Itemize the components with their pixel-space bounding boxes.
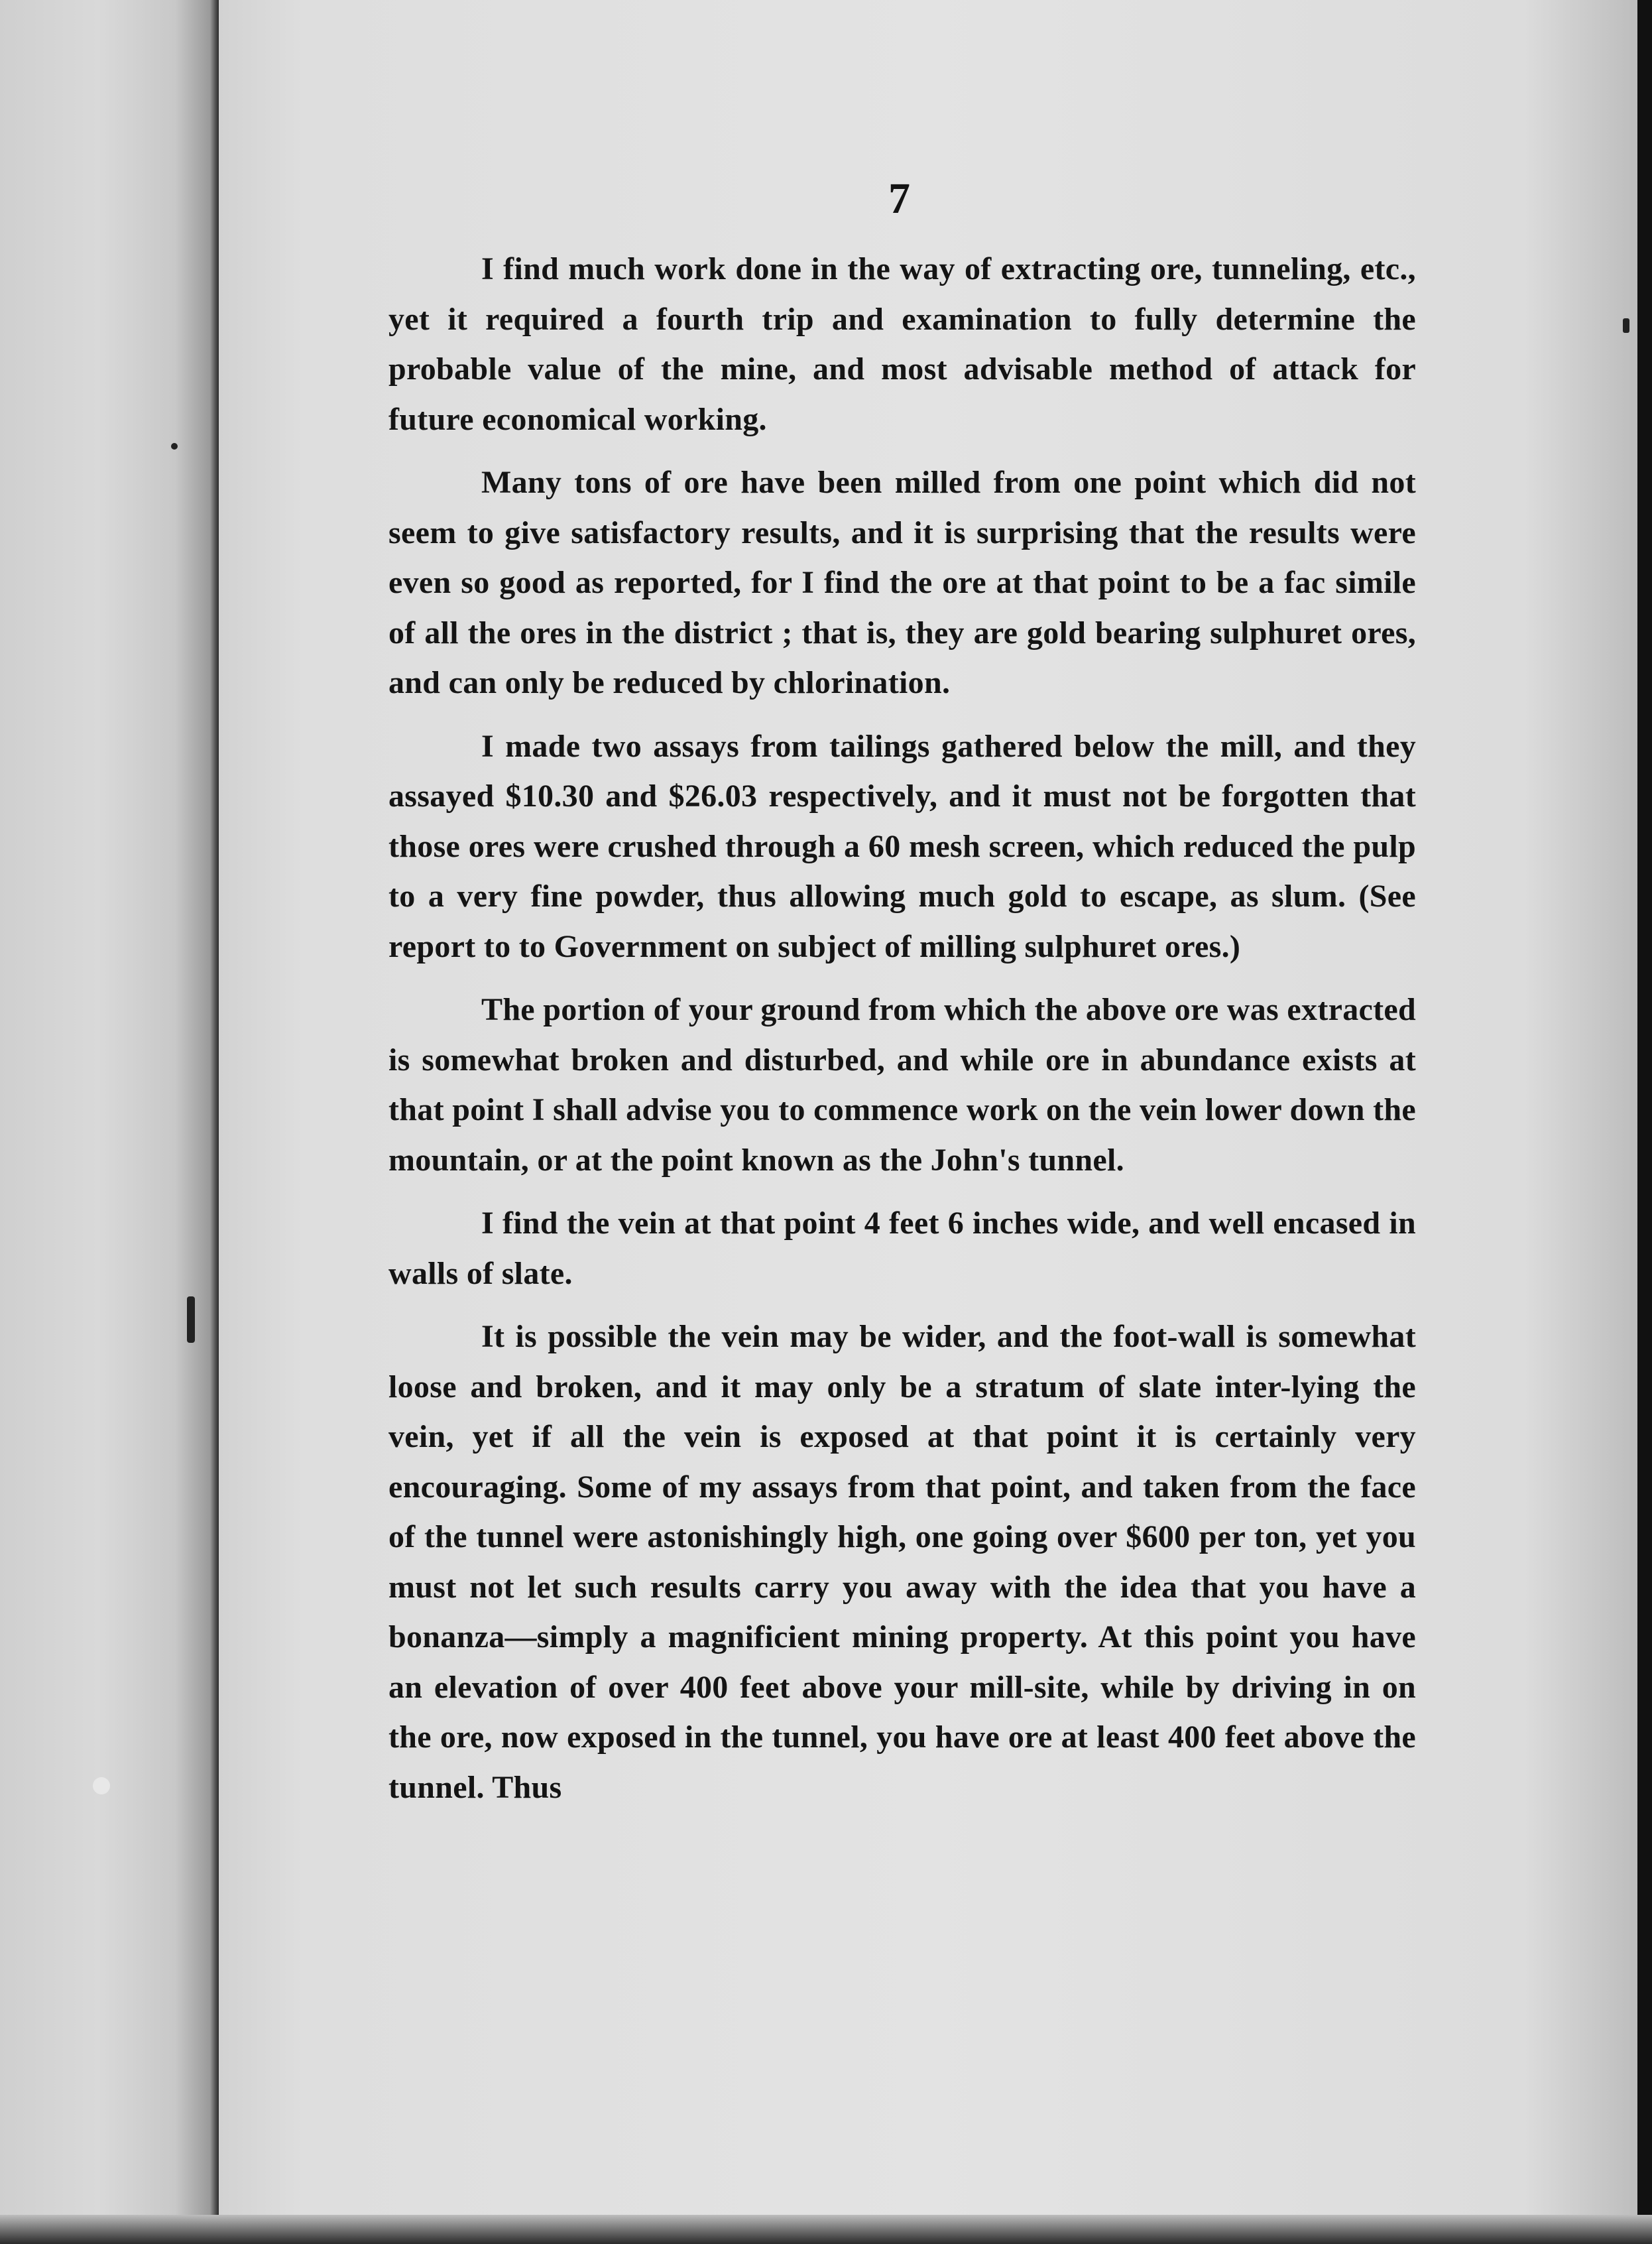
facing-page-edge bbox=[0, 0, 219, 2244]
bottom-border bbox=[0, 2215, 1652, 2244]
paragraph: The portion of your ground from which the above ore was extracted is somewhat broken and disturbed, and while ore in abundance exists at that point I shall advise you to commence work on the vein lower down the mountain, or at the point known as the John's tunnel. bbox=[388, 992, 1416, 1178]
page-number: 7 bbox=[888, 174, 910, 223]
body-text bbox=[388, 244, 1416, 1826]
paragraph: I made two assays from tailings gathered below the mill, and they assayed $10.30 and $26.03 respectively, and it must not be forgotten that those ores were crushed through a 60 mesh screen, which reduced the pulp to a very fine powder, thus allowing much gold to escape, as slum. (See report to to Government on subject of milling sulphuret ores.) bbox=[388, 728, 1416, 964]
paragraph: It is possible the vein may be wider, and the foot-wall is somewhat loose and broken, and it may only be a stratum of slate inter-lying the vein, yet if all the vein is exposed at that point it is certainly very encouraging. Some of my assays from that point, and taken from the face of the tunnel were astonishingly high, one going over $600 per ton, yet you must not let such results carry you away with the idea that you have a bonanza—simply a magnificient mining property. At this point you have an elevation of over 400 feet above your mill-site, while by driving in on the ore, now exposed in the tunnel, you have ore at least 400 feet above the tunnel. Thus bbox=[388, 1319, 1416, 1805]
paragraph: Many tons of ore have been milled from one point which did not seem to give satisfactory results, and it is surprising that the results were even so good as reported, for I find the ore at that point to be a fac simile of all the ores in the district ; that is, they are gold bearing sulphuret ores, and can only be reduced by chlorination. bbox=[388, 465, 1416, 700]
scan-speck bbox=[93, 1777, 110, 1794]
paragraph: I find much work done in the way of extracting ore, tunneling, etc., yet it required a fourth trip and examination to fully determine the probable value of the mine, and most advisable method of attack for future economical working. bbox=[388, 251, 1416, 437]
scan-speck bbox=[1623, 318, 1629, 333]
scan-speck bbox=[187, 1296, 195, 1343]
right-border bbox=[1637, 0, 1652, 2244]
scan-speck bbox=[171, 443, 178, 450]
paragraph: I find the vein at that point 4 feet 6 inches wide, and well encased in walls of slate. bbox=[388, 1206, 1416, 1291]
